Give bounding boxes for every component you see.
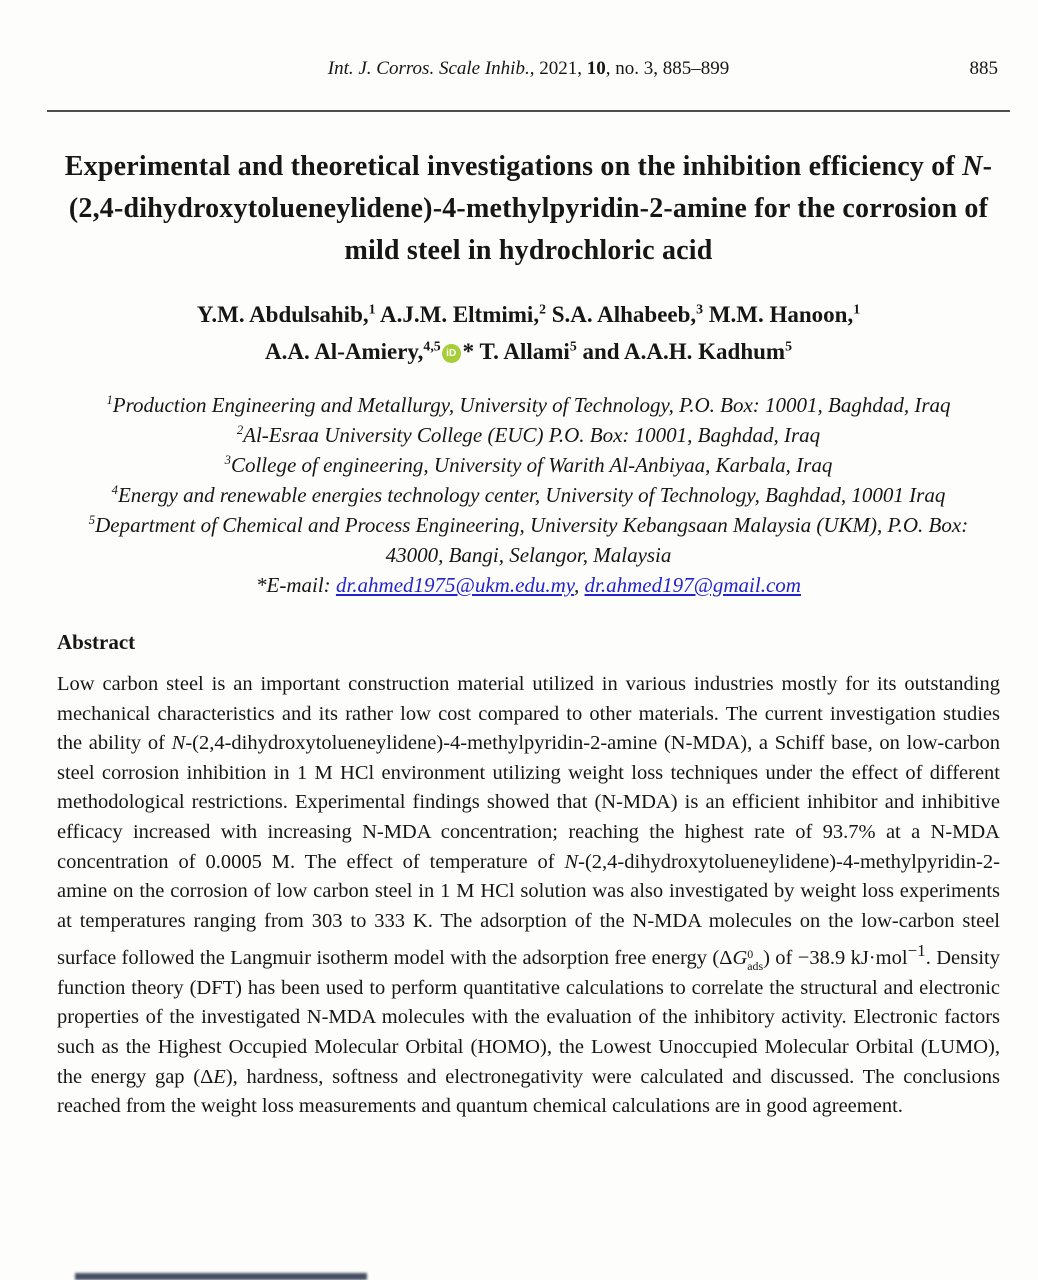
affiliation-text: Production Engineering and Metallurgy, University of Technology, P.O. Box: 10001, Baghdad, Iraq xyxy=(112,393,951,417)
affiliation-text: College of engineering, University of Warith Al-Anbiyaa, Karbala, Iraq xyxy=(230,453,833,477)
affiliation: $^5$Department of Chemical and Process Engineering, University Kebangsaan Malaysia (UKM), P.O. Box: 43000, Bangi, Selangor, Malaysia xyxy=(88,513,969,567)
stacked-sub-sup-notation: 0 ads xyxy=(747,947,764,973)
email-link[interactable]: dr.ahmed1975@ukm.edu.my xyxy=(335,573,574,597)
affiliation-list xyxy=(57,390,1000,600)
affiliation-text: Al-Esraa University College (EUC) P.O. Box: 10001, Baghdad, Iraq xyxy=(243,423,821,447)
affiliation: $^1$Production Engineering and Metallurgy, University of Technology, P.O. Box: 10001, Baghdad, Iraq xyxy=(106,393,951,417)
author-line: A.A. Al-Amiery,$^{4,5}$iD * T. Allami$^5$ and A.A.H. Kadhum$^5$ xyxy=(265,338,792,364)
orcid-icon: iD xyxy=(442,344,461,363)
cropped-next-section-bar xyxy=(75,1273,367,1280)
author-list xyxy=(57,296,1000,370)
affiliation: $^3$College of engineering, University of Warith Al-Anbiyaa, Karbala, Iraq xyxy=(224,453,833,477)
email-prefix: *E-mail: xyxy=(256,573,336,597)
email-line: *E-mail: dr.ahmed1975@ukm.edu.my, dr.ahmed197@gmail.com xyxy=(256,573,801,597)
affiliation-text: Energy and renewable energies technology center, University of Technology, Baghdad, 10001 Iraq xyxy=(117,483,946,507)
paper-title: Experimental and theoretical investigations on the inhibition efficiency of N-(2,4-dihydroxytolueneylidene)-4-methylpyridin-2-amine for the corrosion of mild steel in hydrochloric acid xyxy=(64,151,993,266)
affiliation-text: Department of Chemical and Process Engineering, University Kebangsaan Malaysia (UKM), P.O. Box: 43000, Bangi, Selangor, Malaysia xyxy=(95,513,969,567)
abstract-paragraph: Low carbon steel is an important construction material utilized in various industries mostly for its outstanding mechanical characteristics and its rather low cost compared to other materials. The current investigation studies the ability of N-(2,4-dihydroxytolueneylidene)-4-methylpyridin-2-amine (N-MDA), a Schiff base, on low-carbon steel corrosion inhibition in 1 M HCl environment utilizing weight loss techniques under the effect of different methodological restrictions. Experimental findings showed that (N-MDA) is an efficient inhibitor and inhibitive efficacy increased with increasing N-MDA concentration; reaching the highest rate of 93.7% at a N-MDA concentration of 0.0005 M. The effect of temperature of N-(2,4-dihydroxytolueneylidene)-4-methylpyridin-2-amine on the corrosion of low carbon steel in 1 M HCl solution was also investigated by weight loss experiments at temperatures ranging from 303 to 333 K. The adsorption of the N-MDA molecules on the low-carbon steel surface followed the Langmuir isotherm model with the adsorption free energy (ΔG 0 ads ) of −38.9 kJ·mol$^{-1}$. Density function theory (DFT) has been used to perform quantitative calculations to correlate the structural and electronic properties of the investigated N-MDA molecules with the evaluation of the inhibitory activity. Electronic factors such as the Highest Occupied Molecular Orbital (HOMO), the Lowest Unoccupied Molecular Orbital (LUMO), the energy gap (ΔE), hardness, softness and electronegativity were calculated and discussed. The conclusions reached from the weight loss measurements and quantum chemical calculations are in good agreement. xyxy=(57,673,1000,1118)
page-number: 885 xyxy=(969,58,998,79)
author-line: Y.M. Abdulsahib,$^1$ A.J.M. Eltmimi,$^2$ S.A. Alhabeeb,$^3$ M.M. Hanoon,$^1$ xyxy=(196,301,861,327)
affiliation: $^2$Al-Esraa University College (EUC) P.O. Box: 10001, Baghdad, Iraq xyxy=(236,423,821,447)
journal-citation: Int. J. Corros. Scale Inhib., 2021, 10, no. 3, 885–899 xyxy=(327,58,730,79)
journal-header xyxy=(57,58,1000,80)
header-divider xyxy=(47,110,1010,112)
email-link[interactable]: dr.ahmed197@gmail.com xyxy=(584,573,801,597)
abstract-heading: Abstract xyxy=(57,630,136,654)
affiliation: $^4$Energy and renewable energies technology center, University of Technology, Baghdad, 10001 Iraq xyxy=(111,483,946,507)
